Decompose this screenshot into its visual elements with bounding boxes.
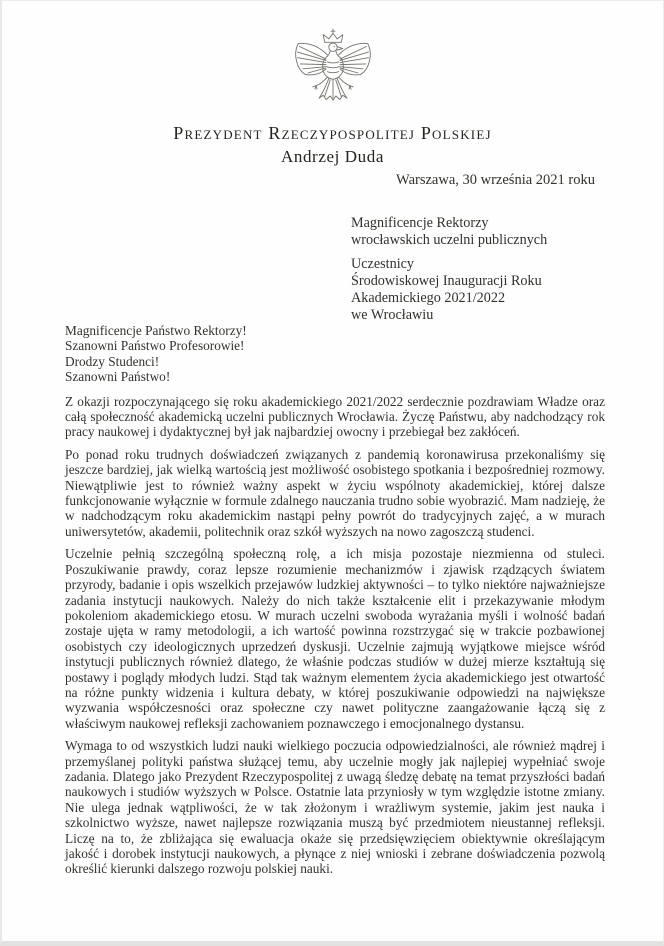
recipient-line: we Wrocławiu (351, 307, 434, 324)
polish-eagle-emblem-icon (290, 27, 376, 119)
recipient-block (351, 215, 547, 325)
dateline: Warszawa, 30 września 2021 roku (396, 172, 595, 188)
sender-name: Andrzej Duda (280, 147, 385, 166)
salutation-line: Drodzy Studenci! (65, 353, 160, 369)
salutation-line: Szanowni Państwo Profesorowie! (65, 338, 245, 354)
salutation-line: Szanowni Państwo! (65, 369, 171, 385)
recipient-group-rectors (351, 215, 547, 250)
salutation-block (65, 323, 605, 385)
body-paragraph: Wymaga to od wszystkich ludzi nauki wielkiego poczucia odpowiedzialności, ale również mądrej i przemyślanej polityki państwa służącej temu, aby uczelnie mogły jak najlepiej wypełniać swoje zadania. Dlatego jako Prezydent Rzeczypospolitej z uwagą śledzę debatę na temat przyszłości badań naukowych i studiów wyższych w Polsce. Ostatnie lata przyniosły w tym względzie istotne zmiany. Nie ulega jednak wątpliwości, że w tak złożonym i wrażliwym systemie, jakim jest nauka i szkolnictwo wyższe, nawet najlepsze rozwiązania muszą być przedmiotem nieustannej refleksji. Liczę na to, że zbliżająca się ewaluacja okaże się przedsięwzięciem obiektywnie określającym jakość i dorobek instytucji naukowych, a płynące z niej wnioski i zebrane doświadczenia pozwolą określić kierunki dalszego rozwoju polskiej nauki. (65, 738, 605, 877)
recipient-group-participants (351, 256, 547, 325)
letterhead (2, 123, 663, 167)
recipient-line: Uczestnicy (351, 255, 415, 272)
recipient-line: Środowiskowej Inauguracji Roku (351, 272, 542, 289)
recipient-line: wrocławskich uczelni publicznych (351, 232, 548, 249)
body-paragraph: Z okazji rozpoczynającego się roku akademickiego 2021/2022 serdecznie pozdrawiam Władze oraz całą społeczność akademicką uczelni publicznych Wrocławia. Życzę Państwu, aby nadchodzący rok pracy naukowej i dydaktycznej był jak najbardziej owocny i przebiegał bez zakłóceń. (65, 393, 605, 440)
recipient-line: Akademickiego 2021/2022 (351, 290, 506, 307)
letter-body (65, 323, 605, 877)
salutation-line: Magnificencje Państwo Rektorzy! (65, 323, 247, 338)
sender-title: Prezydent Rzeczypospolitej Polskiej (173, 123, 492, 143)
body-paragraph: Uczelnie pełnią szczególną społeczną rolę, a ich misja pozostaje niezmienna od stuleci. Poszukiwanie prawdy, coraz lepsze rozumienie mechanizmów i zjawisk rządzących światem przyrody, badanie i opis wszelkich przejawów ludzkiej aktywności – to tylko niektóre najważniejsze zadania instytucji naukowych. Należy do nich także kształcenie elit i przekazywanie młodym pokoleniom akademickiego etosu. W murach uczelni swoboda wyrażania myśli i wolność badań zostaje ujęta w ramy metodologii, a ich wartość powinna rozstrzygać się w trakcie pozbawionej osobistych czy ideologicznych uprzedzeń dyskusji. Uczelnie zajmują wyjątkowe miejsce wśród instytucji publicznych również dlatego, że właśnie podczas studiów w dużej mierze kształtują się postawy i poglądy młodych ludzi. Stąd tak ważnym elementem życia akademickiego jest otwartość na różne punkty widzenia i kultura debaty, w której poszukiwanie odpowiedzi na największe wyzwania współczesności oraz społeczne czy nawet polityczne zaangażowanie łączą się z właściwym naukowej refleksji zachowaniem poznawczego i emocjonalnego dystansu. (65, 546, 605, 731)
recipient-line: Magnificencje Rektorzy (351, 215, 489, 231)
body-paragraph: Po ponad roku trudnych doświadczeń związanych z pandemią koronawirusa przekonaliśmy się jeszcze bardziej, jak wielką wartością jest możliwość osobistego spotkania i bezpośredniej rozmowy. Niewątpliwie jest to również ważny aspekt w życiu wspólnoty akademickiej, której dalsze funkcjonowanie wyłącznie w formule zdalnego nauczania trudno sobie wyobrazić. Mam nadzieję, że w nadchodzącym roku akademickim nastąpi pełny powrót do tradycyjnych zajęć, a w murach uniwersytetów, akademii, politechnik oraz szkół wyższych na nowo zagoszczą studenci. (65, 446, 605, 539)
